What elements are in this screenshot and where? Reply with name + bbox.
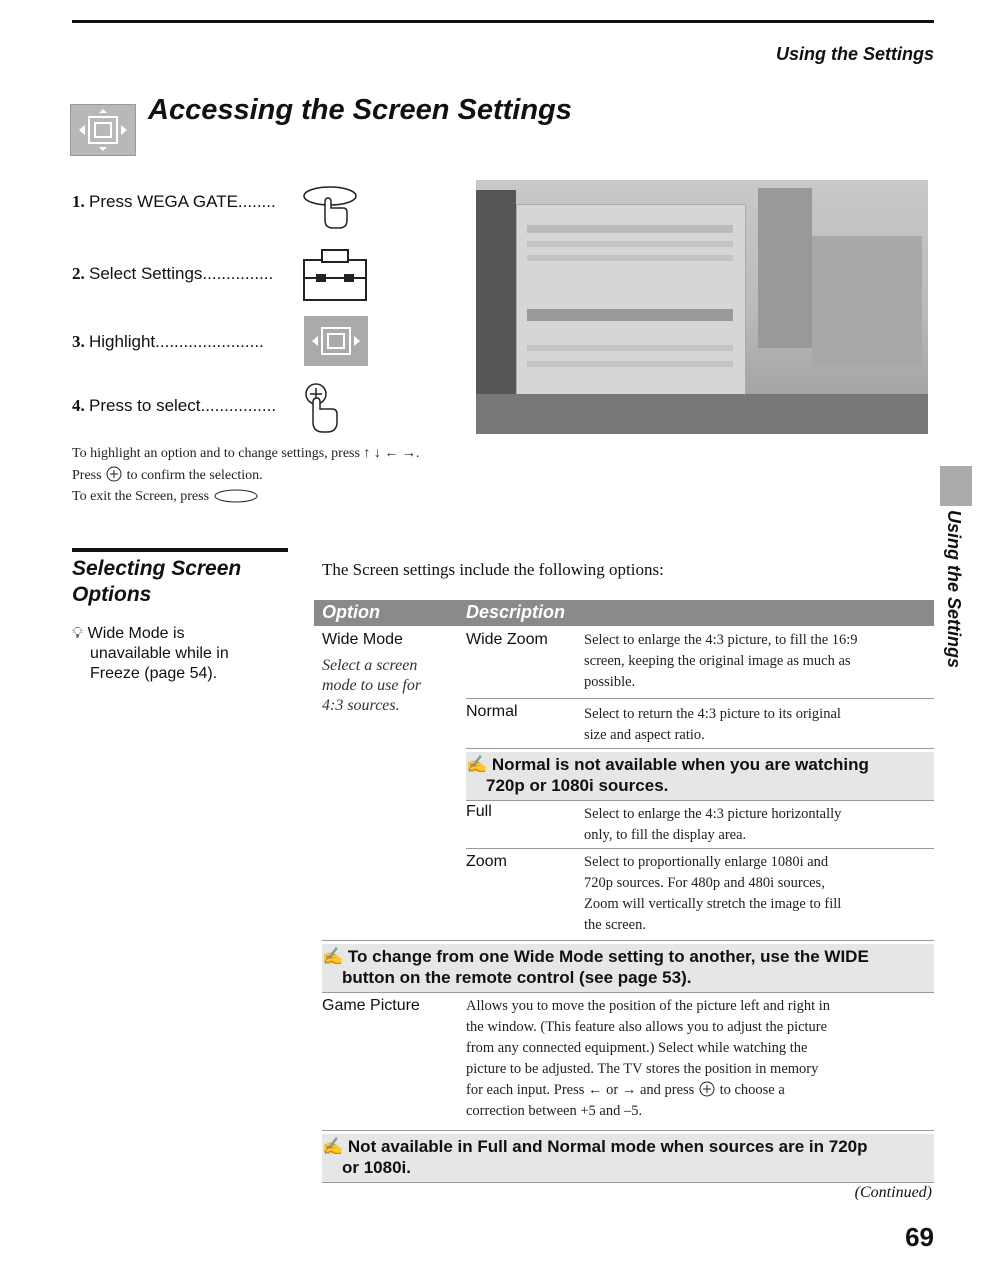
step-4: 4. Press to select................ [72, 396, 277, 415]
joystick-press-icon [300, 380, 344, 443]
photo-building [812, 236, 922, 366]
row-divider [322, 992, 934, 993]
tip-note: 💡︎ Wide Mode is unavailable while in Freeze (page 54). [72, 625, 229, 682]
note-game-picture: ✍ Not available in Full and Normal mode when sources are in 720p or 1080i. [322, 1134, 934, 1182]
wega-gate-button-icon [300, 182, 360, 237]
top-rule [72, 20, 934, 23]
plus-button-icon [698, 1081, 716, 1097]
page-number: 69 [905, 1222, 934, 1252]
tip-bulb-icon: 💡︎ [72, 625, 84, 642]
photo-tower [758, 188, 812, 348]
instruction-confirm: Press to confirm the selection. [72, 468, 263, 483]
row-divider [322, 940, 934, 941]
row-divider [322, 1182, 934, 1183]
row-divider [466, 800, 934, 801]
step-1: 1. Press WEGA GATE........ [72, 192, 276, 211]
instruction-highlight: To highlight an option and to change settings, press ↑ ↓ ← →. [72, 446, 420, 461]
game-picture-desc: Allows you to move the position of the picture left and right in the window. (This feature also allows you to adjust the picture from any connected equipment.) Select while watching the picture to be adjusted. The TV stores the position in memory for each input. Press ← or → and press to choose a correction between +5 and –5. [466, 998, 831, 1119]
plus-button-icon [105, 466, 123, 482]
wide-mode-desc: Select a screen mode to use for 4:3 sources. [322, 657, 422, 714]
row-divider [322, 1130, 934, 1131]
normal-desc: Select to return the 4:3 picture to its original size and aspect ratio. [584, 706, 841, 743]
sub-option-normal: Normal [466, 703, 518, 720]
header-option: Option [322, 602, 380, 622]
table-header [314, 600, 934, 626]
page-title: Accessing the Screen Settings [148, 94, 572, 126]
full-desc: Select to enlarge the 4:3 picture horizontally only, to fill the display area. [584, 806, 842, 843]
instruction-exit: To exit the Screen, press [72, 488, 259, 505]
note-wide-button: ✍ To change from one Wide Mode setting to another, use the WIDE button on the remote control (see page 53). [322, 944, 934, 992]
continued-label: (Continued) [854, 1184, 932, 1201]
side-tab-label: Using the Settings [944, 510, 964, 669]
option-game-picture: Game Picture [322, 997, 420, 1014]
section-rule [72, 548, 288, 552]
wide-zoom-desc: Select to enlarge the 4:3 picture, to fill the 16:9 screen, keeping the original image as much as possible. [584, 632, 858, 690]
note-pencil-icon: ✍ [322, 1137, 344, 1156]
step-3: 3. Highlight....................... [72, 332, 264, 351]
note-pencil-icon: ✍ [322, 947, 344, 966]
intro-text: The Screen settings include the following options: [322, 560, 664, 579]
settings-toolbox-icon [302, 248, 372, 309]
row-divider [466, 748, 934, 749]
note-pencil-icon: ✍ [466, 755, 488, 774]
sub-option-wide-zoom: Wide Zoom [466, 631, 548, 648]
side-tab-marker [940, 466, 972, 506]
on-screen-menu [516, 204, 746, 414]
section-title: Selecting Screen Options [72, 557, 242, 606]
section-header-label: Using the Settings [775, 44, 934, 64]
row-divider [466, 698, 934, 699]
row-divider [466, 848, 934, 849]
zoom-desc: Select to proportionally enlarge 1080i and 720p sources. For 480p and 480i sources, Zoom will vertically stretch the image to fill the screen. [584, 854, 842, 933]
note-normal-unavailable: ✍ Normal is not available when you are watching 720p or 1080i sources. [466, 752, 934, 800]
sub-option-zoom: Zoom [466, 853, 507, 870]
tv-screen-photo [476, 180, 928, 434]
screen-settings-icon [70, 104, 136, 156]
screen-settings-icon-small [304, 316, 368, 366]
step-2: 2. Select Settings............... [72, 264, 274, 283]
header-description: Description [466, 602, 566, 622]
sub-option-full: Full [466, 803, 492, 820]
photo-ground [476, 394, 928, 434]
wega-gate-small-icon [213, 488, 259, 504]
option-wide-mode: Wide Mode [322, 631, 403, 648]
